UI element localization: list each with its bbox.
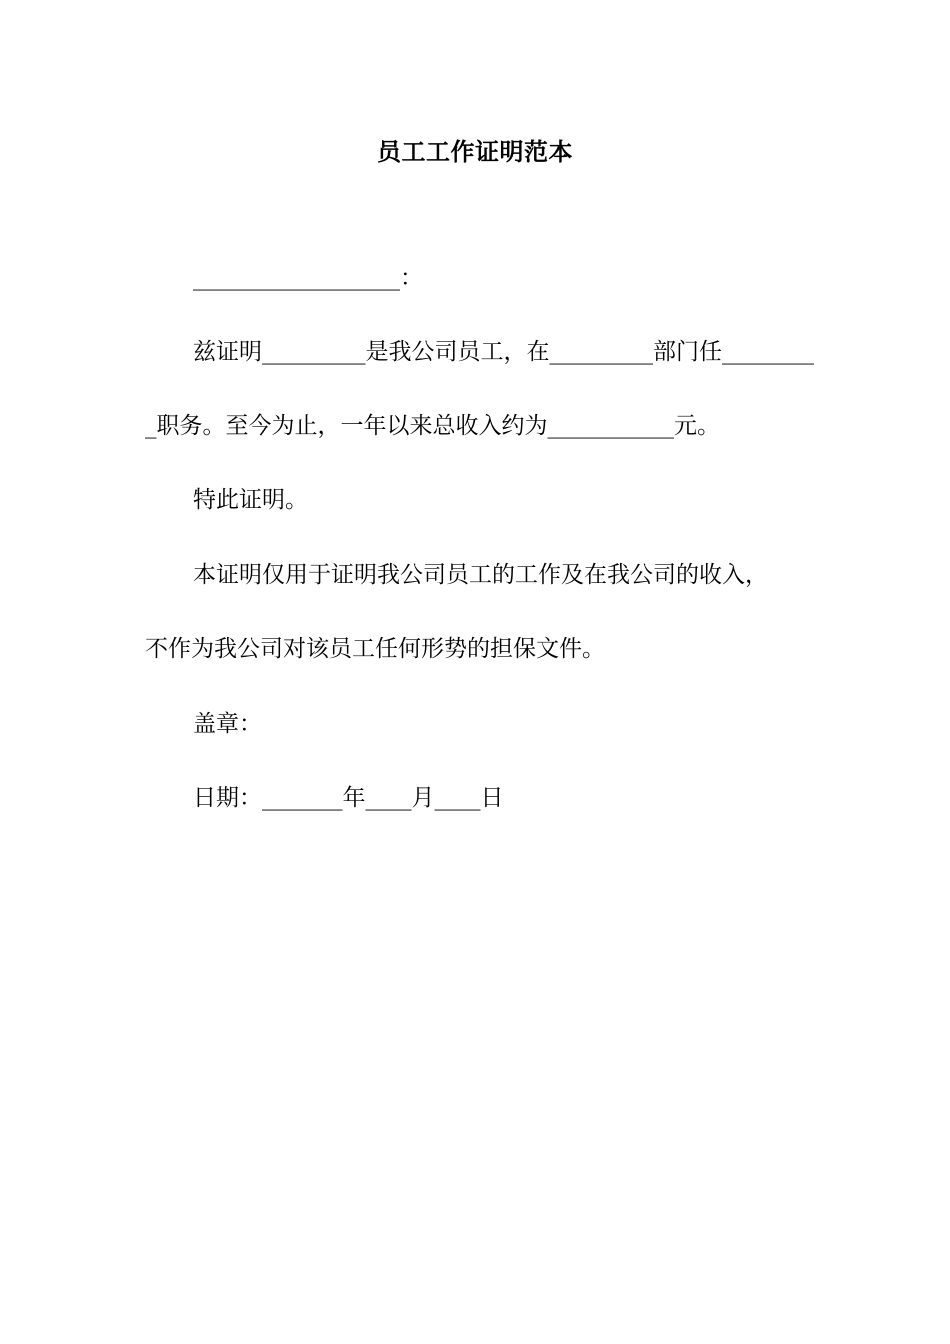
seal-line: 盖章： (193, 711, 262, 737)
certification-line-1: 兹证明_________是我公司员工，在_________部门任________ (193, 339, 814, 365)
addressee-line: __________________： (193, 265, 423, 291)
date-line: 日期：_______年____月____日 (193, 785, 504, 811)
disclaimer-line-2: 不作为我公司对该员工任何形势的担保文件。 (145, 636, 605, 662)
certification-line-2: _职务。至今为止，一年以来总收入约为___________元。 (145, 413, 720, 439)
hereby-certify-line: 特此证明。 (193, 487, 308, 513)
document-title: 员工工作证明范本 (377, 137, 573, 166)
disclaimer-line-1: 本证明仅用于证明我公司员工的工作及在我公司的收入， (193, 562, 768, 588)
